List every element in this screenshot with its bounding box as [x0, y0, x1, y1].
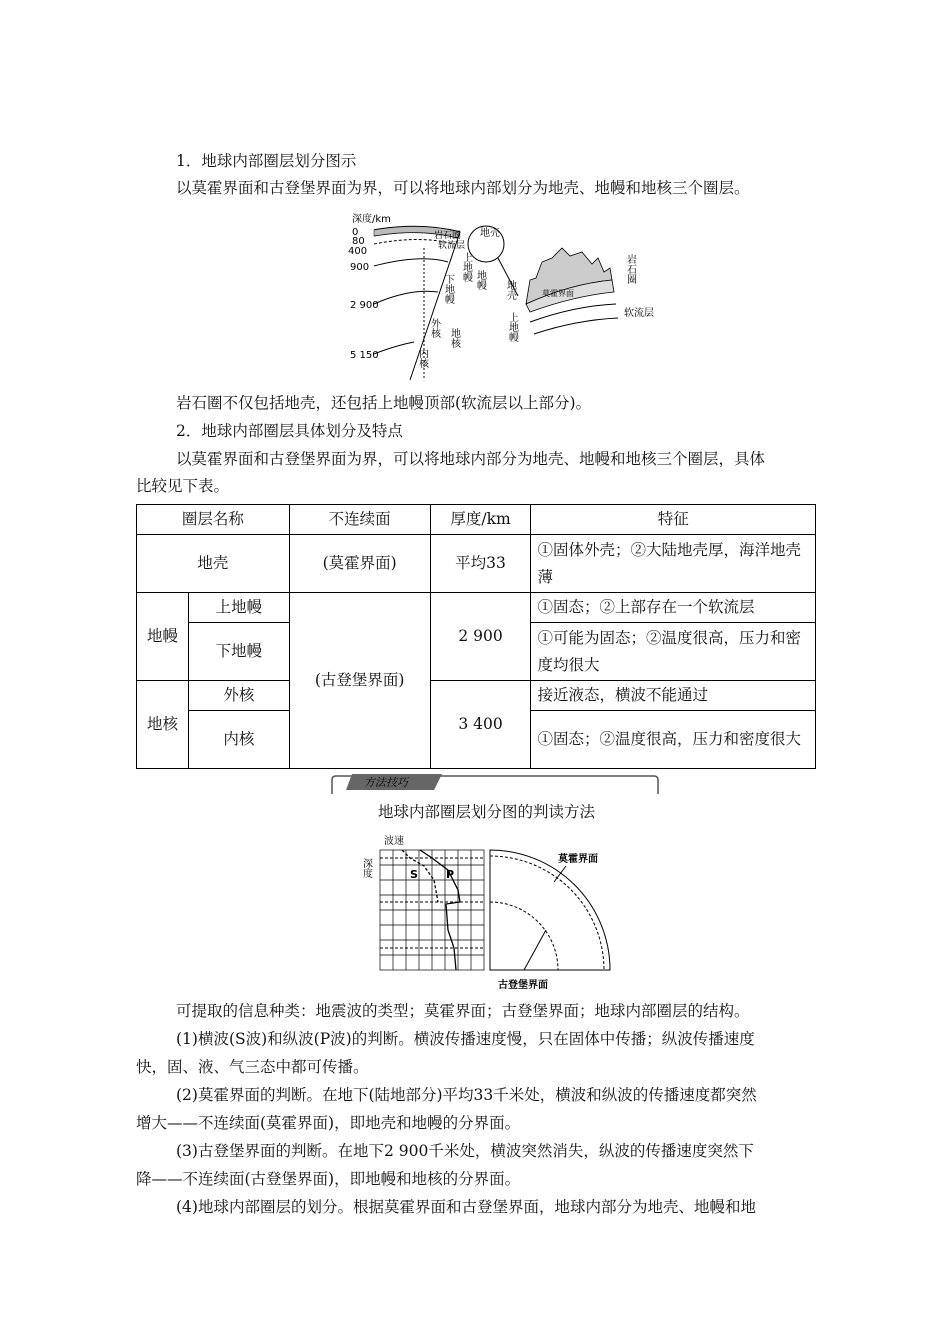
depth-tick-80: 80 [352, 236, 365, 247]
axis-wave-speed: 波速 [384, 836, 404, 847]
depth-tick-0: 0 [352, 227, 359, 238]
point3-line1: (3)古登堡界面的判断。在地下2 900千米处，横波突然消失，纵波的传播速度突然下 [176, 1142, 754, 1160]
cell-gutenberg: (古登堡界面) [289, 593, 430, 769]
cell-mantle-thickness: 2 900 [430, 593, 531, 681]
cell-upper-mantle-name: 上地幔 [188, 593, 289, 623]
point1-line1: (1)横波(S波)和纵波(P波)的判断。横波传播速度慢，只在固体中传播；纵波传播速度 [176, 1030, 755, 1048]
cell-upper-mantle-feature: ①固态；②上部存在一个软流层 [531, 593, 816, 623]
header-thickness: 厚度/km [430, 505, 531, 535]
zoom-crust-label: 地壳 [504, 280, 516, 300]
p-label: P [446, 868, 455, 881]
zoom-lithosphere-label: 岩石圈 [624, 254, 636, 284]
header-features: 特征 [531, 505, 816, 535]
zoom-upper-mantle-label: 上地幔 [506, 312, 518, 342]
header-layer-name: 圈层名称 [137, 505, 290, 535]
method-title: 地球内部圈层划分图的判读方法 [378, 803, 596, 821]
gutenberg-arc-2 [490, 902, 558, 970]
moho-label-2: 莫霍界面 [558, 854, 598, 865]
depth-tick-400: 400 [348, 246, 368, 257]
label-lithosphere: 岩石圈 [434, 231, 462, 241]
point2-line1: (2)莫霍界面的判断。在地下(陆地部分)平均33千米处，横波和纵波的传播速度都突然 [176, 1086, 757, 1104]
arc-900 [374, 259, 448, 266]
point2-line2: 增大——不连续面(莫霍界面)，即地壳和地幔的分界面。 [136, 1114, 521, 1132]
section2-heading: 2．地球内部圈层具体划分及特点 [176, 422, 403, 440]
cell-outer-core-name: 外核 [188, 681, 289, 711]
cell-crust-name: 地壳 [137, 535, 290, 593]
label-asthenosphere: 软流层 [438, 241, 466, 251]
table-header-row [137, 505, 816, 535]
section2-intro-line1: 以莫霍界面和古登堡界面为界，可以将地球内部分为地壳、地幔和地核三个圈层，具体 [176, 450, 766, 468]
layers-table [136, 504, 816, 769]
section1-heading: 1．地球内部圈层划分图示 [176, 152, 357, 170]
section2-intro-line2: 比较见下表。 [136, 477, 230, 495]
cell-core-thickness: 3 400 [430, 681, 531, 769]
cell-lower-mantle-feature: ①可能为固态；②温度很高，压力和密度均很大 [531, 623, 816, 681]
table-row-outer-core [137, 681, 816, 711]
label-mantle: 地幔 [474, 270, 486, 290]
wave-speed-figure [362, 830, 624, 992]
depth-tick-5150: 5 150 [350, 350, 379, 361]
zoom-moho-label: 莫霍界面 [542, 289, 574, 298]
quarter-earth [490, 850, 610, 970]
earth-layers-figure [330, 208, 670, 386]
point1-line2: 快，固、液、气三态中都可传播。 [136, 1058, 369, 1076]
cell-moho: (莫霍界面) [289, 535, 430, 593]
arc-5150 [374, 342, 414, 354]
cell-outer-core-feature: 接近液态，横波不能通过 [531, 681, 816, 711]
label-lower-mantle: 下地幔 [442, 274, 454, 304]
gutenberg-label-2: 古登堡界面 [498, 980, 548, 991]
zoom-lower-line [534, 318, 618, 334]
zoom-asthenosphere-label: 软流层 [624, 308, 654, 319]
header-discontinuity: 不连续面 [289, 505, 430, 535]
section1-intro: 以莫霍界面和古登堡界面为界，可以将地球内部划分为地壳、地幔和地核三个圈层。 [176, 179, 750, 197]
table-row-crust [137, 535, 816, 593]
cell-core-name: 地核 [137, 681, 189, 769]
lithosphere-note: 岩石圈不仅包括地壳，还包括上地幔顶部(软流层以上部分)。 [176, 394, 592, 412]
cell-lower-mantle-name: 下地幔 [188, 623, 289, 681]
label-upper-mantle: 上地幔 [460, 252, 472, 282]
point4-line1: (4)地球内部圈层的划分。根据莫霍界面和古登堡界面，地球内部分为地壳、地幔和地 [176, 1198, 756, 1216]
cell-inner-core-name: 内核 [188, 711, 289, 769]
table-row-upper-mantle [137, 593, 816, 623]
axis-depth: 深度 [360, 858, 372, 878]
gutenberg-pointer [524, 930, 546, 970]
method-banner-frame [330, 772, 660, 796]
label-crust: 地壳 [480, 228, 500, 239]
depth-tick-2900: 2 900 [350, 300, 379, 311]
moho-arc-2 [490, 856, 604, 970]
label-outer-core: 外核 [428, 318, 440, 338]
cell-crust-feature: ①固体外壳；②大陆地壳厚，海洋地壳薄 [531, 535, 816, 593]
label-inner-core: 内核 [416, 348, 428, 368]
wave-grid [380, 850, 484, 970]
info-types-paragraph: 可提取的信息种类：地震波的类型；莫霍界面；古登堡界面；地球内部圈层的结构。 [176, 1002, 750, 1020]
depth-tick-900: 900 [350, 262, 370, 273]
depth-axis-label: 深度/km [352, 214, 391, 225]
cell-mantle-name: 地幔 [137, 593, 189, 681]
label-core: 地核 [448, 328, 460, 348]
method-badge: 方法技巧 [364, 776, 408, 789]
cell-crust-thickness: 平均33 [430, 535, 531, 593]
s-label: S [410, 868, 418, 881]
point3-line2: 降——不连续面(古登堡界面)，即地幔和地核的分界面。 [136, 1170, 521, 1188]
arc-2900 [374, 291, 438, 304]
cell-inner-core-feature: ①固态；②温度很高，压力和密度很大 [531, 711, 816, 769]
